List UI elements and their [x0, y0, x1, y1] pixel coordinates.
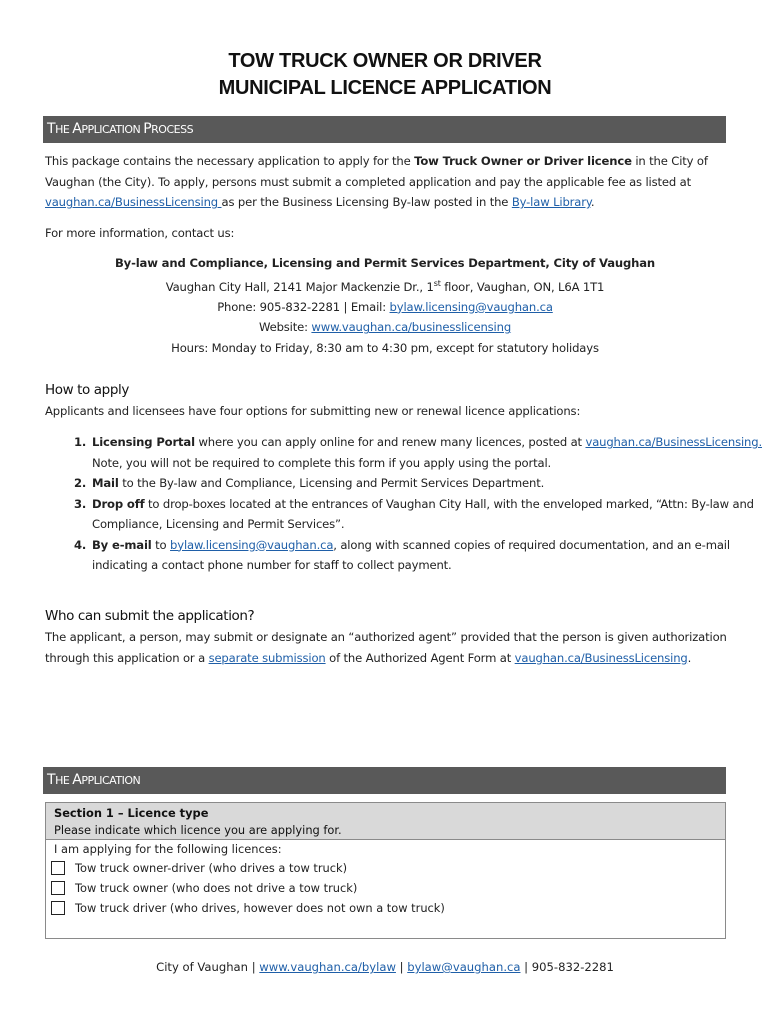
section1-header [45, 802, 726, 840]
who-can-submit-heading: Who can submit the application? [45, 608, 255, 624]
title-line-2: MUNICIPAL LICENCE APPLICATION [218, 77, 552, 99]
document-title [0, 48, 770, 102]
licensing-email-link[interactable]: bylaw.licensing@vaughan.ca [389, 299, 553, 314]
address: Vaughan City Hall, 2141 Major Mackenzie Dr., 1st floor, Vaughan, ON, L6A 1T1 [165, 278, 605, 294]
section1-title: Section 1 – Licence type [54, 806, 209, 820]
who-can-submit-paragraph: The applicant, a person, may submit or designate an “authorized agent” provided that the person is given authorization through this application or a separate submission of the Authorized Agent Form at vaughan.ca/BusinessLicensing. [45, 630, 727, 665]
bylaw-library-link[interactable]: By-law Library [511, 195, 591, 209]
footer-email-link[interactable]: bylaw@vaughan.ca [407, 960, 521, 974]
owner-driver-checkbox[interactable] [51, 861, 65, 875]
option-driver[interactable]: Tow truck driver (who drives, however does not own a tow truck) [51, 898, 725, 918]
list-item: 1. Licensing Portal where you can apply online for and renew many licences, posted at vaughan.ca/BusinessLicensing. Note, you will not be required to complete this form if you apply using the portal. [90, 432, 770, 473]
licence-prompt: I am applying for the following licences: [54, 842, 282, 856]
portal-link[interactable]: vaughan.ca/BusinessLicensing. [585, 435, 762, 449]
list-item: 3. Drop off to drop-boxes located at the entrances of Vaughan City Hall, with the enveloped marked, “Attn: By-law and Compliance, Licensing and Permit Services”. [90, 494, 770, 535]
footer-bylaw-link[interactable]: www.vaughan.ca/bylaw [259, 960, 396, 974]
option-owner-driver[interactable]: Tow truck owner-driver (who drives a tow truck) [51, 858, 725, 878]
owner-checkbox[interactable] [51, 881, 65, 895]
the-application-header: THE APPLICATION [43, 767, 726, 794]
intro-paragraph: This package contains the necessary application to apply for the Tow Truck Owner or Driver licence in the City of Vaughan (the City). To apply, persons must submit a completed application and pay the applicable fee as listed at vaughan.ca/BusinessLicensing as per the Business Licensing By-law posted in the By-law Library. [45, 154, 708, 209]
page-footer: City of Vaughan | www.vaughan.ca/bylaw | bylaw@vaughan.ca | 905-832-2281 [156, 960, 614, 974]
how-to-apply-heading: How to apply [45, 382, 129, 398]
phone-email: Phone: 905-832-2281 | Email: bylaw.licensing@vaughan.ca [217, 299, 553, 314]
website-link[interactable]: www.vaughan.ca/businesslicensing [311, 320, 512, 335]
list-item: 4. By e-mail to bylaw.licensing@vaughan.ca, along with scanned copies of required documentation, and an e-mail indicating a contact phone number for staff to collect payment. [90, 535, 770, 576]
list-item: 2. Mail to the By-law and Compliance, Licensing and Permit Services Department. [90, 473, 770, 494]
driver-checkbox[interactable] [51, 901, 65, 915]
authorized-agent-link[interactable]: vaughan.ca/BusinessLicensing [514, 650, 688, 665]
section1-subtitle: Please indicate which licence you are applying for. [54, 823, 342, 837]
how-to-apply-intro: Applicants and licensees have four options for submitting new or renewal licence applications: [45, 404, 581, 418]
section1-body [45, 839, 726, 939]
title-line-1: TOW TRUCK OWNER OR DRIVER [228, 50, 542, 72]
business-licensing-link[interactable]: vaughan.ca/BusinessLicensing [45, 195, 222, 209]
office-hours: Hours: Monday to Friday, 8:30 am to 4:30 pm, except for statutory holidays [171, 340, 599, 355]
website-line: Website: www.vaughan.ca/businesslicensing [258, 320, 512, 335]
separate-submission-link[interactable]: separate submission [208, 650, 326, 665]
email-submission-link[interactable]: bylaw.licensing@vaughan.ca [170, 537, 334, 552]
option-owner[interactable]: Tow truck owner (who does not drive a tow truck) [51, 878, 725, 898]
contact-block [0, 253, 770, 358]
contact-intro: For more information, contact us: [45, 226, 235, 240]
department-name: By-law and Compliance, Licensing and Permit Services Department, City of Vaughan [114, 256, 656, 270]
application-process-header: THE APPLICATION PROCESS [43, 116, 726, 143]
submission-options-list [45, 432, 770, 576]
